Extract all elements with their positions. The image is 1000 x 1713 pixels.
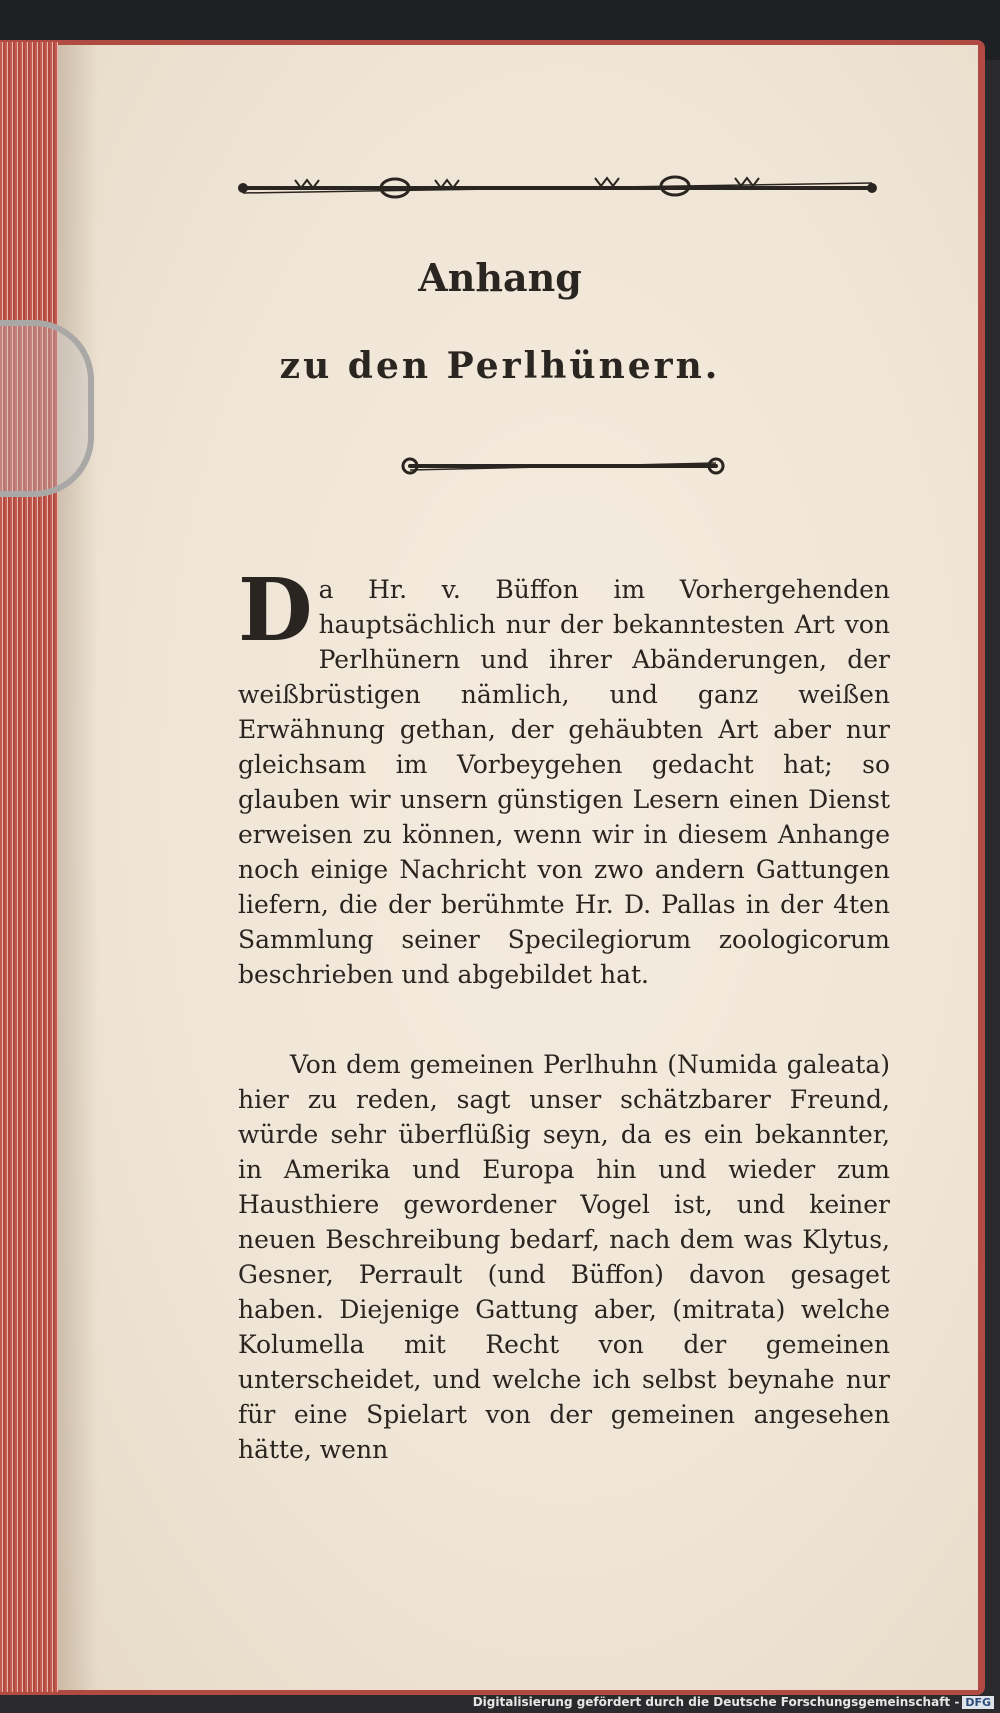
drop-cap: D xyxy=(238,560,313,661)
paragraph-body: Von dem gemeinen Perlhuhn (Numida galeata) hier zu reden, sagt unser schätzbarer Freund, würde sehr überflüßig seyn, da es ein bekannter, in Amerika und Europa hin und wieder zum Hausthiere gewordener Vogel ist, und keiner neuen Beschreibung bedarf, nach dem was Klytus, Gesner, Perrault (und Büffon) davon gesaget haben. Diejenige Gattung aber, (mitrata) welche Kolumella mit Recht von der gemeinen unterscheidet, und welche ich selbst beynahe nur für eine Spielart von der gemeinen angesehen hätte, wenn xyxy=(238,1050,890,1464)
paragraph-intro xyxy=(238,560,890,992)
paragraph-intro-text: a Hr. v. Büffon im Vorhergehenden hauptsächlich nur der bekanntesten Art von Perlhünern und ihrer Abänderungen, der weißbrüstigen nämlich, und ganz weißen Erwähnung gethan, der gehäubten Art aber nur gleichsam im Vorbeygehen gedacht hat; so glauben wir unsern günstigen Lesern einen Dienst erweisen zu können, wenn wir in diesem Anhange noch einige Nachricht von zwo andern Gattungen liefern, die der berühmte Hr. D. Pallas in der 4ten Sammlung seiner Specilegiorum zoologicorum beschrieben und abgebildet hat. xyxy=(238,575,890,989)
dfg-logo: DFG xyxy=(962,1696,994,1709)
footer-text: Digitalisierung gefördert durch die Deutsche Forschungsgemeinschaft - xyxy=(472,1695,960,1709)
page-subtitle: zu den Perlhünern. xyxy=(279,345,721,387)
header-ornament xyxy=(235,168,880,208)
digitization-footer xyxy=(473,1695,994,1709)
page-title: Anhang xyxy=(418,255,582,300)
divider-ornament xyxy=(398,450,728,482)
